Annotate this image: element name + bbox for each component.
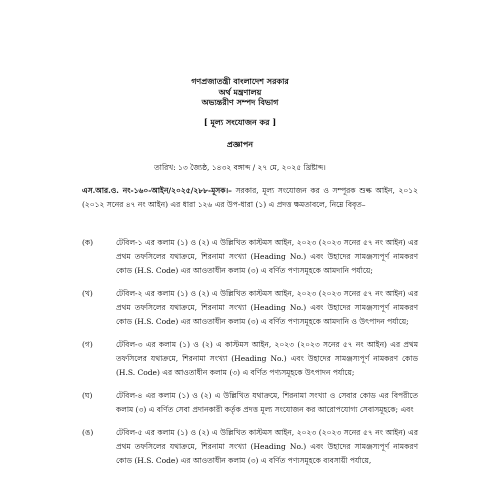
- clause-item: [82, 426, 418, 468]
- government-header: [0, 76, 480, 108]
- clause-label: (খ): [82, 289, 93, 298]
- clause-item: [82, 236, 418, 278]
- notification-title: প্রজ্ঞাপন: [226, 139, 254, 149]
- ministry-name: অর্থ মন্ত্রণালয়: [218, 86, 262, 97]
- clause-label: (ক): [82, 238, 94, 247]
- clause-item: [82, 389, 418, 417]
- clause-item: [82, 338, 418, 380]
- clause-item: [82, 287, 418, 329]
- intro-paragraph: [82, 184, 418, 212]
- clause-label: (ঙ): [82, 428, 94, 437]
- clause-label: (ঘ): [82, 391, 93, 400]
- subject-title: [ মূল্য সংযোজন কর ]: [203, 117, 277, 127]
- division-name: অভ্যন্তরীণ সম্পদ বিভাগ: [201, 97, 279, 107]
- clause-list: [82, 236, 418, 477]
- clause-text: টেবিল-৩ এর কলাম (১) ও (২) এ কাস্টমস আইন, ২০২৩ (২০২৩ সনের ৫৭ নং আইন) এর প্রথম তফসিলের যথাক্রমে, শিরনামা সংখ্যা (Heading No.) এবং উহাদের সামঞ্জস্যপূর্ণ নামকরণ কোড (H.S. Code) এর আওতাধীন কলাম (৩) এ বর্ণিত পণ্যসমূহকে উৎপাদন পর্যায়ে;: [116, 340, 418, 377]
- government-name: গণপ্রজাতন্ত্রী বাংলাদেশ সরকার: [191, 76, 289, 86]
- clause-text: টেবিল-৫ এর কলাম (১) ও (২) এ উল্লিখিত কাস্টমস আইন, ২০২৩ (২০২৩ সনের ৫৭ নং আইন) এর প্রথম তফসিলের যথাক্রমে, শিরনামা সংখ্যা (Heading No.) এবং উহাদের সামঞ্জস্যপূর্ণ নামকরণ কোড (H.S. Code) এর আওতাধীন কলাম (৩) এ বর্ণিত পণ্যসমূহকে ব্যবসায়ী পর্যায়ে,: [116, 428, 418, 465]
- clause-text: টেবিল-২ এর কলাম (১) ও (২) এ উল্লিখিত কাস্টমস আইন, ২০২৩ (২০২৩ সনের ৫৭ নং আইন) এর প্রথম তফসিলের যথাক্রমে, শিরনামা সংখ্যা (Heading No.) এবং উহাদের সামঞ্জস্যপূর্ণ নামকরণ কোড (H.S. Code) এর আওতাধীন কলাম (৩) এ বর্ণিত পণ্যসমূহকে আমদানি ও উৎপাদন পর্যায়ে;: [116, 289, 418, 326]
- sro-number: এস.আর.ও. নং-১৬০-আইন/২০২৫/২৮৮-মূসক।–: [82, 186, 232, 195]
- clause-label: (গ): [82, 340, 93, 349]
- date-line: তারিখ: ১৩ জ্যৈষ্ঠ, ১৪৩২ বঙ্গাব্দ / ২৭ মে, ২০২৫ খ্রিষ্টাব্দ।: [154, 163, 326, 172]
- clause-text: টেবিল-১ এর কলাম (১) ও (২) এ উল্লিখিত কাস্টমস আইন, ২০২৩ (২০২৩ সনের ৫৭ নং আইন) এর প্রথম তফসিলের যথাক্রমে, শিরনামা সংখ্যা (Heading No.) এবং উহাদের সামঞ্জস্যপূর্ণ নামকরণ কোড (H.S. Code) এর আওতাধীন কলাম (৩) এ বর্ণিত পণ্যসমূহকে আমদানি পর্যায়ে;: [116, 238, 418, 275]
- intro-text: সরকার, মূল্য সংযোজন কর ও সম্পূরক শুল্ক আইন, ২০১২ (২০১২ সনের ৪৭ নং আইন) এর ধারা ১২৬ এর উপ-ধারা (১) এ প্রদত্ত ক্ষমতাবলে, নিম্নে বিবৃত–: [82, 186, 418, 209]
- clause-text: টেবিল-৪ এর কলাম (১) ও (২) এ উল্লিখিত যথাক্রমে, শিরনামা সংখ্যা ও সেবার কোড এর বিপরীতে কলাম (৩) এ বর্ণিত সেবা প্রদানকারী কর্তৃক প্রদত্ত মূল্য সংযোজন কর আরোপযোগ্য সেবাসমূহকে; এবং: [116, 391, 418, 414]
